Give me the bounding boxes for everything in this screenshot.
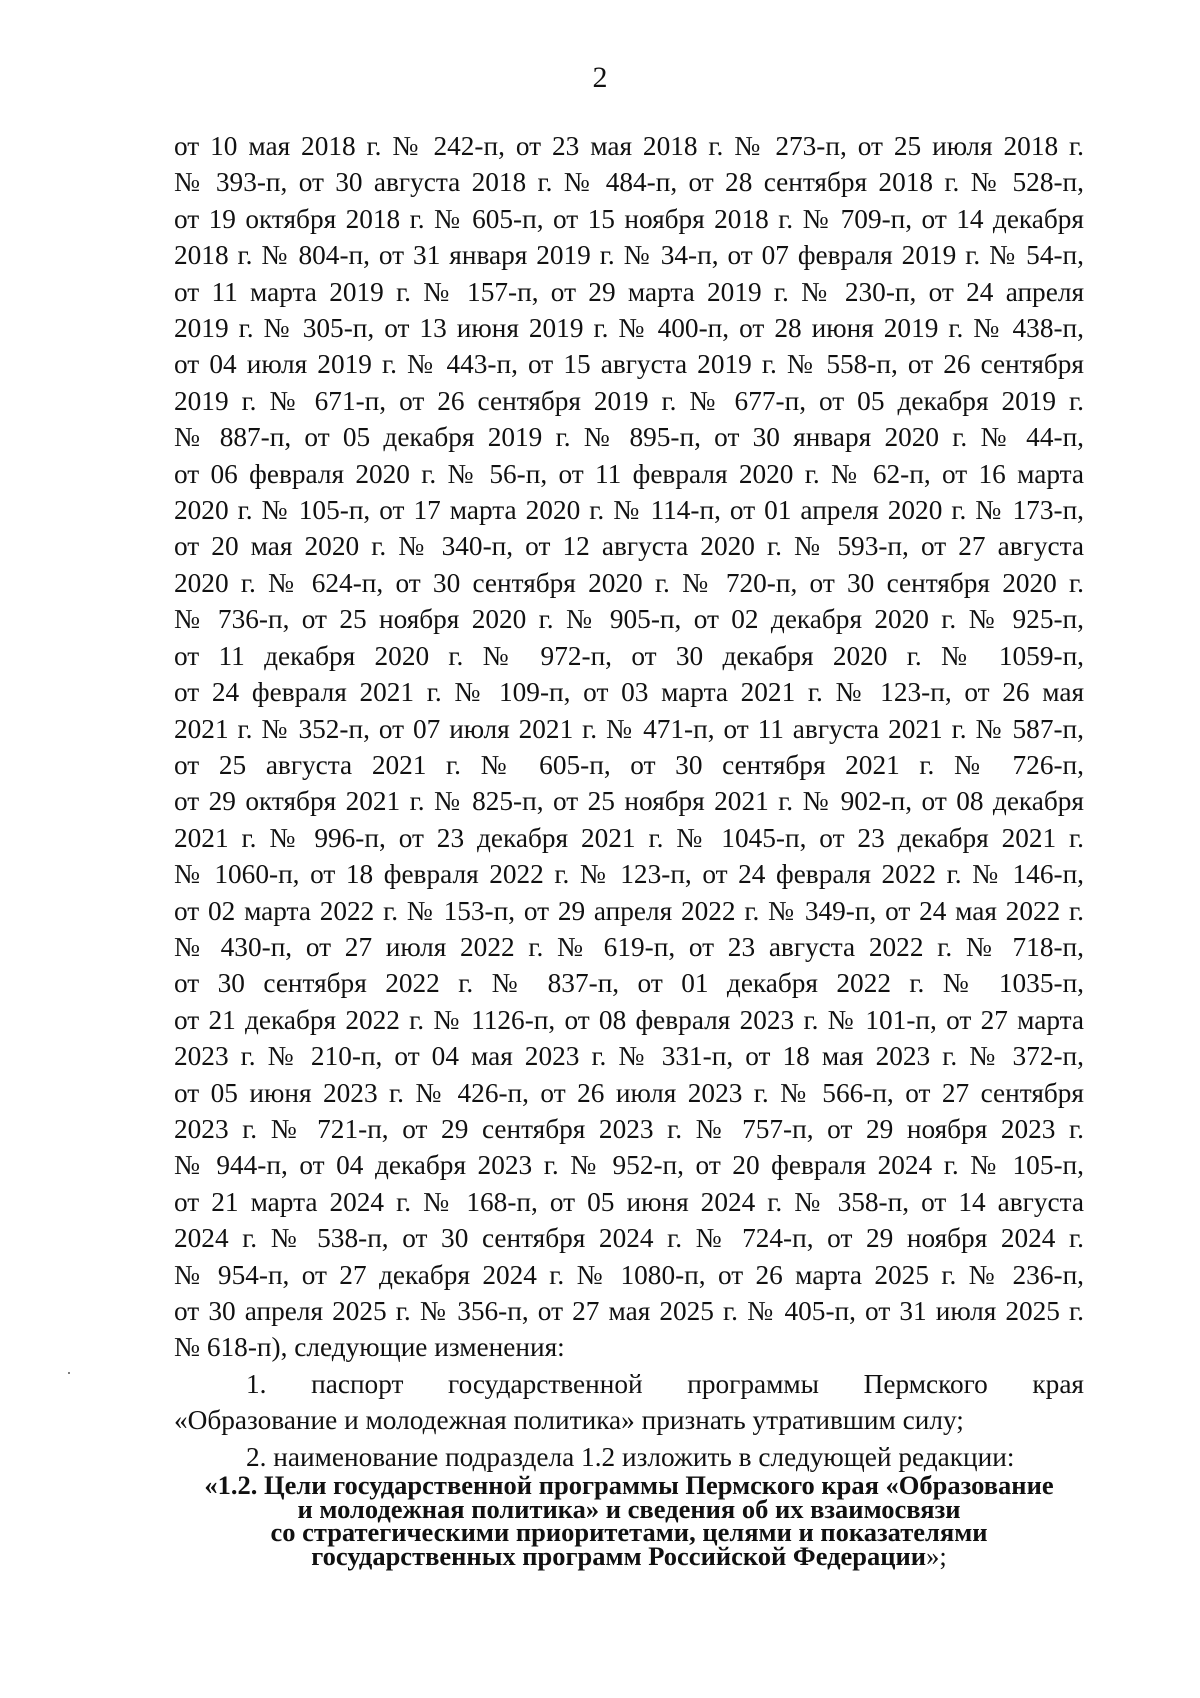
paragraph-line: от 11 марта 2019 г. № 157-п, от 29 марта 2019 г. № 230-п, от 24 апреля xyxy=(174,276,1084,307)
paragraph-line: от 04 июля 2019 г. № 443-п, от 15 августа 2019 г. № 558-п, от 26 сентября xyxy=(174,349,1084,380)
paragraph-line: № 393-п, от 30 августа 2018 г. № 484-п, от 28 сентября 2018 г. № 528-п, xyxy=(174,167,1084,198)
paragraph-line: от 11 декабря 2020 г. № 972-п, от 30 декабря 2020 г. № 1059-п, xyxy=(174,640,1084,671)
paragraph-line: 2021 г. № 352-п, от 07 июля 2021 г. № 471-п, от 11 августа 2021 г. № 587-п, xyxy=(174,713,1084,744)
subsection-title-line: и молодежная политика» и сведения об их взаимосвязи xyxy=(297,1493,961,1524)
paragraph-line: № 887-п, от 05 декабря 2019 г. № 895-п, от 30 января 2020 г. № 44-п, xyxy=(174,422,1084,453)
paragraph-line: от 21 декабря 2022 г. № 1126-п, от 08 февраля 2023 г. № 101-п, от 27 марта xyxy=(174,1004,1084,1035)
paragraph-line: от 05 июня 2023 г. № 426-п, от 26 июля 2023 г. № 566-п, от 27 сентября xyxy=(174,1077,1084,1108)
paragraph-line: от 30 апреля 2025 г. № 356-п, от 27 мая 2025 г. № 405-п, от 31 июля 2025 г. xyxy=(174,1296,1084,1326)
page-number: 2 xyxy=(592,61,608,94)
paragraph-line: от 20 мая 2020 г. № 340-п, от 12 августа 2020 г. № 593-п, от 27 августа xyxy=(174,531,1084,562)
subsection-title-line: «1.2. Цели государственной программы Пермского края «Образование xyxy=(204,1470,1054,1500)
paragraph-line: от 30 сентября 2022 г. № 837-п, от 01 декабря 2022 г. № 1035-п, xyxy=(174,968,1084,999)
paragraph-line: от 29 октября 2021 г. № 825-п, от 25 ноября 2021 г. № 902-п, от 08 декабря xyxy=(174,786,1084,817)
list-item-1-line: «Образование и молодежная политика» признать утратившим силу; xyxy=(174,1405,964,1436)
paragraph-line: от 25 августа 2021 г. № 605-п, от 30 сентября 2021 г. № 726-п, xyxy=(174,749,1084,780)
amendments-paragraph xyxy=(174,128,1084,1366)
paragraph-line: № 944-п, от 04 декабря 2023 г. № 952-п, от 20 февраля 2024 г. № 105-п, xyxy=(174,1150,1084,1181)
paragraph-line: № 954-п, от 27 декабря 2024 г. № 1080-п, от 26 марта 2025 г. № 236-п, xyxy=(174,1259,1084,1290)
paragraph-line: № 736-п, от 25 ноября 2020 г. № 905-п, от 02 декабря 2020 г. № 925-п, xyxy=(174,604,1084,635)
subsection-title-line: со стратегическими приоритетами, целями и показателями xyxy=(270,1517,988,1547)
list-item-1 xyxy=(174,1366,1084,1439)
paragraph-line: 2019 г. № 305-п, от 13 июня 2019 г. № 400-п, от 28 июня 2019 г. № 438-п, xyxy=(174,313,1084,344)
document-body xyxy=(174,128,1084,1475)
paragraph-line: 2020 г. № 105-п, от 17 марта 2020 г. № 114-п, от 01 апреля 2020 г. № 173-п, xyxy=(174,495,1084,526)
paragraph-line: от 10 мая 2018 г. № 242-п, от 23 мая 2018 г. № 273-п, от 25 июля 2018 г. xyxy=(174,131,1084,161)
paragraph-line: 2023 г. № 210-п, от 04 мая 2023 г. № 331-п, от 18 мая 2023 г. № 372-п, xyxy=(174,1041,1084,1072)
scan-speck xyxy=(68,1372,70,1374)
subsection-title-closing: »; xyxy=(926,1540,947,1571)
paragraph-line: 2024 г. № 538-п, от 30 сентября 2024 г. № 724-п, от 29 ноября 2024 г. xyxy=(174,1223,1084,1254)
paragraph-line: 2019 г. № 671-п, от 26 сентября 2019 г. № 677-п, от 05 декабря 2019 г. xyxy=(174,385,1084,416)
paragraph-line: № 618-п), следующие изменения: xyxy=(174,1332,565,1363)
subsection-title-line xyxy=(174,1540,1084,1571)
paragraph-line: 2021 г. № 996-п, от 23 декабря 2021 г. № 1045-п, от 23 декабря 2021 г. xyxy=(174,822,1084,853)
paragraph-line: 2020 г. № 624-п, от 30 сентября 2020 г. № 720-п, от 30 сентября 2020 г. xyxy=(174,567,1084,598)
paragraph-line: 2018 г. № 804-п, от 31 января 2019 г. № 34-п, от 07 февраля 2019 г. № 54-п, xyxy=(174,240,1084,271)
list-item-2-line: 2. наименование подраздела 1.2 изложить в следующей редакции: xyxy=(246,1441,1015,1472)
subsection-title xyxy=(174,1470,1084,1571)
paragraph-line: № 1060-п, от 18 февраля 2022 г. № 123-п, от 24 февраля 2022 г. № 146-п, xyxy=(174,859,1084,890)
paragraph-line: от 24 февраля 2021 г. № 109-п, от 03 марта 2021 г. № 123-п, от 26 мая xyxy=(174,677,1084,708)
list-item-1-line: 1. паспорт государственной программы Пермского края xyxy=(246,1368,1084,1399)
paragraph-line: от 06 февраля 2020 г. № 56-п, от 11 февраля 2020 г. № 62-п, от 16 марта xyxy=(174,458,1084,489)
paragraph-line: № 430-п, от 27 июля 2022 г. № 619-п, от 23 августа 2022 г. № 718-п, xyxy=(174,931,1084,962)
paragraph-line: от 02 марта 2022 г. № 153-п, от 29 апреля 2022 г. № 349-п, от 24 мая 2022 г. xyxy=(174,895,1084,926)
paragraph-line: 2023 г. № 721-п, от 29 сентября 2023 г. № 757-п, от 29 ноября 2023 г. xyxy=(174,1113,1084,1144)
paragraph-line: от 19 октября 2018 г. № 605-п, от 15 ноября 2018 г. № 709-п, от 14 декабря xyxy=(174,203,1084,234)
subsection-title-text: государственных программ Российской Федерации xyxy=(311,1540,927,1571)
paragraph-line: от 21 марта 2024 г. № 168-п, от 05 июня 2024 г. № 358-п, от 14 августа xyxy=(174,1186,1084,1217)
